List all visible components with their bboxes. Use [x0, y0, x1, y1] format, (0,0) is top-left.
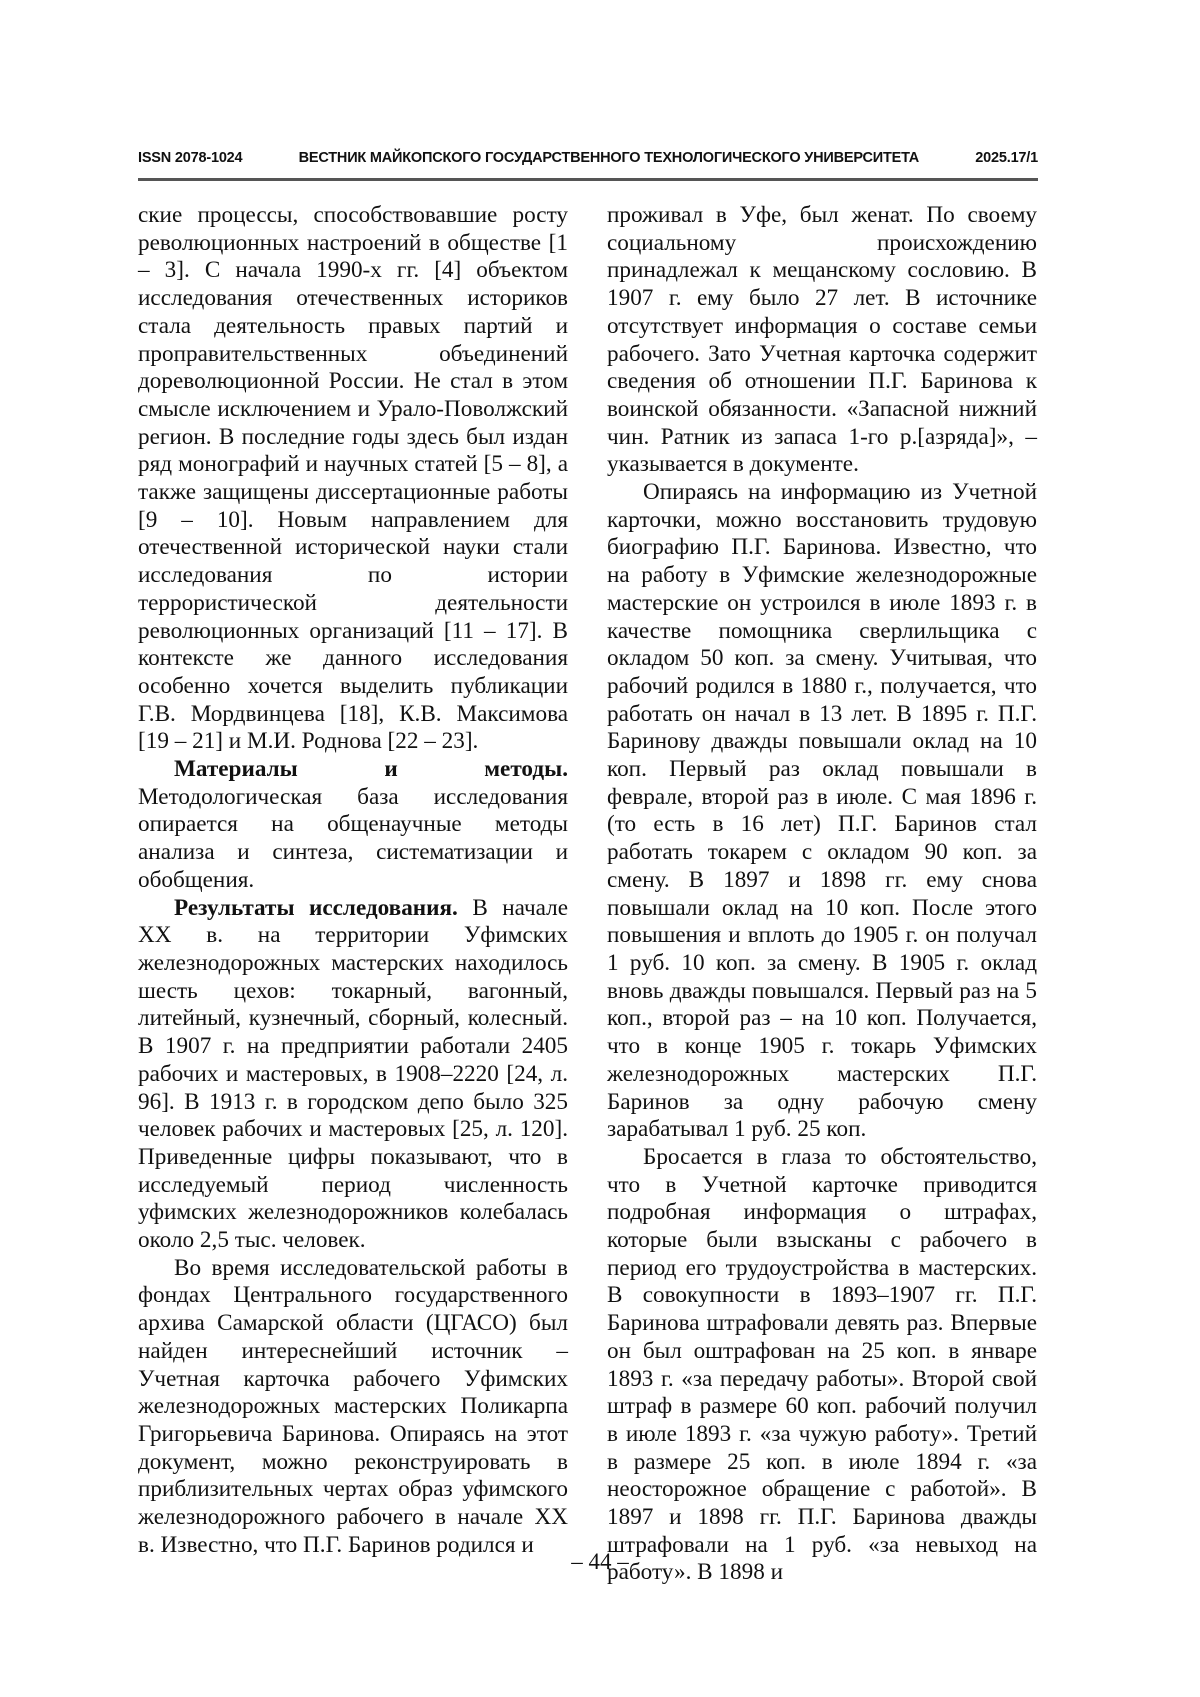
page-number: – 44 –	[571, 1549, 629, 1574]
header-rule	[138, 178, 1038, 181]
heading-results: Результаты исследования.	[174, 894, 458, 921]
paragraph-results	[138, 895, 568, 1255]
paragraph-literature-review: ские процессы, способствовавшие росту революционных настроений в обществе [1 – 3]. С начала 1990-х гг. [4] объектом исследования отечественных историков стала деятельность правых партий и проправительственных объединений дореволюционной России. Не стал в этом смысле исключением и Урало-Поволжский регион. В последние годы здесь был издан ряд монографий и научных статей [5 – 8], а также защищены диссертационные работы [9 – 10]. Новым направлением для отечественной исторической науки стали исследования по истории террористической деятельности революционных организаций [11 – 17]. В контексте же данного исследования особенно хочется выделить публикации Г.В. Мордвинцева [18], К.В. Максимова [19 – 21] и М.И. Роднова [22 – 23].	[138, 202, 568, 755]
right-column	[607, 202, 1037, 1587]
paragraph-work-history: Опираясь на информацию из Учетной карточки, можно восстановить трудовую биографию П.Г. Баринова. Известно, что на работу в Уфимские железнодорожные мастерские он устроился в июле 1893 г. в качестве помощника сверлильщика с окладом 50 коп. за смену. Учитывая, что рабочий родился в 1880 г., получается, что работать он начал в 13 лет. В 1895 г. П.Г. Баринову дважды повышали оклад на 10 коп. Первый раз оклад повышали в феврале, второй раз в июле. С мая 1896 г. (то есть в 16 лет) П.Г. Баринов стал работать токарем с окладом 90 коп. за смену. В 1897 и 1898 гг. ему снова повышали оклад на 10 коп. После этого повышения и вплоть до 1905 г. он получал 1 руб. 10 коп. за смену. В 1905 г. оклад вновь дважды повышался. Первый раз на 5 коп., второй раз – на 10 коп. Получается, что в конце 1905 г. токарь Уфимских железнодорожных мастерских П.Г. Баринов за одну рабочую смену зарабатывал 1 руб. 25 коп.	[607, 479, 1037, 1143]
running-header	[138, 150, 1038, 166]
header-issn: ISSN 2078-1024	[138, 150, 243, 166]
heading-materials-methods: Материалы и методы.	[174, 756, 568, 783]
header-issue: 2025.17/1	[975, 150, 1038, 166]
paragraph-archive-source: Во время исследовательской работы в фондах Центрального государственного архива Самарской области (ЦГАСО) был найден интереснейший источник – Учетная карточка рабочего Уфимских железнодорожных мастерских Поликарпа Григорьевича Баринова. Опираясь на этот документ, можно реконструировать в приблизительных чертах образ уфимского железнодорожного рабочего в начале XX в. Известно, что П.Г. Баринов родился и	[138, 1254, 568, 1558]
paragraph-materials-methods	[138, 756, 568, 895]
paragraph-fines: Бросается в глаза то обстоятельство, что в Учетной карточке приводится подробная информация о штрафах, которые были взысканы с рабочего в период его трудоустройства в мастерских. В совокупности в 1893–1907 гг. П.Г. Баринова штрафовали девять раз. Впервые он был оштрафован на 25 коп. в январе 1893 г. «за передачу работы». Второй свой штраф в размере 60 коп. рабочий получил в июле 1893 г. «за чужую работу». Третий в размере 25 коп. в июле 1894 г. «за неосторожное обращение с работой». В 1897 и 1898 гг. П.Г. Баринова дважды штрафовали на 1 руб. «за невыход на работу». В 1898 и	[607, 1143, 1037, 1586]
results-text: В начале XX в. на территории Уфимских железнодорожных мастерских находилось шесть цехов: токарный, вагонный, литейный, кузнечный, сборный, колесный. В 1907 г. на предприятии работали 2405 рабочих и мастеровых, в 1908–2220 [24, л. 96]. В 1913 г. в городском депо было 325 человек рабочих и мастеровых [25, л. 120]. Приведенные цифры показывают, что в исследуемый период численность уфимских железнодорожников колебалась около 2,5 тыс. человек.	[138, 894, 569, 1254]
materials-methods-text: Методологическая база исследования опирается на общенаучные методы анализа и синтеза, систематизации и обобщения.	[138, 783, 568, 893]
left-column	[138, 202, 568, 1559]
header-journal-title: ВЕСТНИК МАЙКОПСКОГО ГОСУДАРСТВЕННОГО ТЕХНОЛОГИЧЕСКОГО УНИВЕРСИТЕТА	[298, 150, 920, 166]
paragraph-biography: проживал в Уфе, был женат. По своему социальному происхождению принадлежал к мещанскому сословию. В 1907 г. ему было 27 лет. В источнике отсутствует информация о составе семьи рабочего. Зато Учетная карточка содержит сведения об отношении П.Г. Баринова к воинской обязанности. «Запасной нижний чин. Ратник из запаса 1-го р.[азряда]», – указывается в документе.	[607, 202, 1037, 478]
